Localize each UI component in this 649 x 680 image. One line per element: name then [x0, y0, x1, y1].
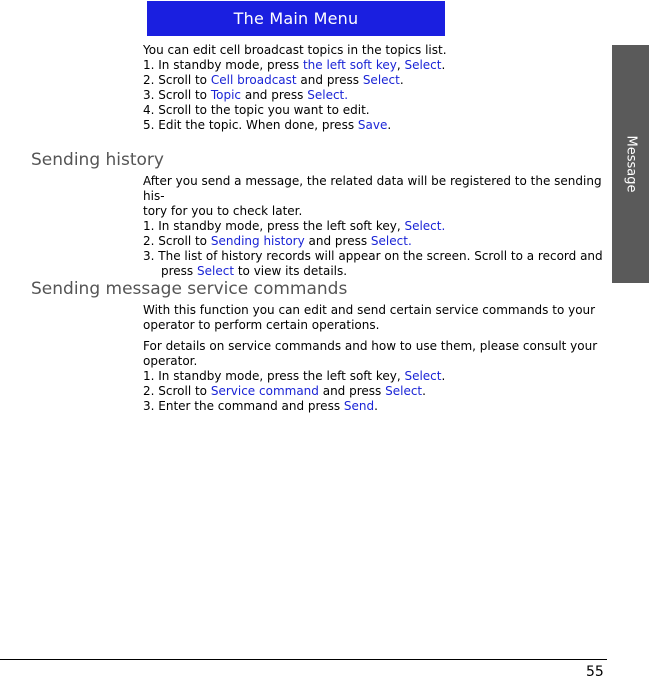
history-intro-line-2: tory for you to check later.: [143, 204, 303, 218]
menu-reference: Service command: [210, 384, 319, 398]
section-side-tab: [612, 45, 649, 283]
service-step-2: 2. Scroll to Service command and press Select.: [143, 384, 426, 398]
sending-history-section: [143, 174, 606, 279]
select-reference: Select.: [370, 234, 412, 248]
select-reference: Select.: [404, 219, 446, 233]
service-step-1: 1. In standby mode, press the left soft key, Select.: [143, 369, 446, 383]
select-reference: Select: [362, 73, 400, 87]
select-reference: Select: [197, 264, 235, 278]
select-reference: Select: [404, 369, 442, 383]
sending-history-heading: Sending history: [31, 150, 164, 170]
select-reference: Select: [385, 384, 423, 398]
history-step-2: 2. Scroll to Sending history and press Select.: [143, 234, 412, 248]
send-reference: Send: [343, 399, 375, 413]
topics-step-4: 4. Scroll to the topic you want to edit.: [143, 103, 370, 117]
select-reference: Select: [404, 58, 442, 72]
service-intro-line-2: operator to perform certain operations.: [143, 318, 380, 332]
service-intro-line-1: With this function you can edit and send certain service commands to your: [143, 303, 596, 317]
topics-intro: You can edit cell broadcast topics in the topics list.: [143, 43, 447, 57]
topics-step-2: 2. Scroll to Cell broadcast and press Select.: [143, 73, 404, 87]
banner-title: The Main Menu: [233, 9, 359, 28]
footer-divider: [0, 659, 607, 660]
history-step-3-line-2: press Select to view its details.: [161, 264, 348, 278]
topics-step-5: 5. Edit the topic. When done, press Save.: [143, 118, 392, 132]
side-tab-label: Message: [623, 135, 638, 193]
service-commands-heading: Sending message service commands: [31, 279, 348, 299]
key-reference: the left soft key: [302, 58, 397, 72]
menu-reference: Sending history: [210, 234, 305, 248]
topics-step-3: 3. Scroll to Topic and press Select.: [143, 88, 349, 102]
service-details-line-1: For details on service commands and how to use them, please consult your: [143, 339, 598, 353]
history-step-1: 1. In standby mode, press the left soft key, Select.: [143, 219, 446, 233]
menu-reference: Topic: [210, 88, 242, 102]
select-reference: Select.: [307, 88, 349, 102]
main-menu-banner: [147, 1, 445, 36]
menu-reference: Cell broadcast: [210, 73, 297, 87]
topics-step-1: 1. In standby mode, press the left soft key, Select.: [143, 58, 446, 72]
page-number: 55: [586, 664, 604, 680]
save-reference: Save: [357, 118, 388, 132]
service-details-line-2: operator.: [143, 354, 198, 368]
history-step-3-line-1: 3. The list of history records will appear on the screen. Scroll to a record and: [143, 249, 603, 263]
service-step-3: 3. Enter the command and press Send.: [143, 399, 378, 413]
history-intro-line-1: After you send a message, the related data will be registered to the sending his-: [143, 174, 602, 203]
topics-section: [143, 43, 606, 133]
service-commands-section: [143, 303, 606, 414]
